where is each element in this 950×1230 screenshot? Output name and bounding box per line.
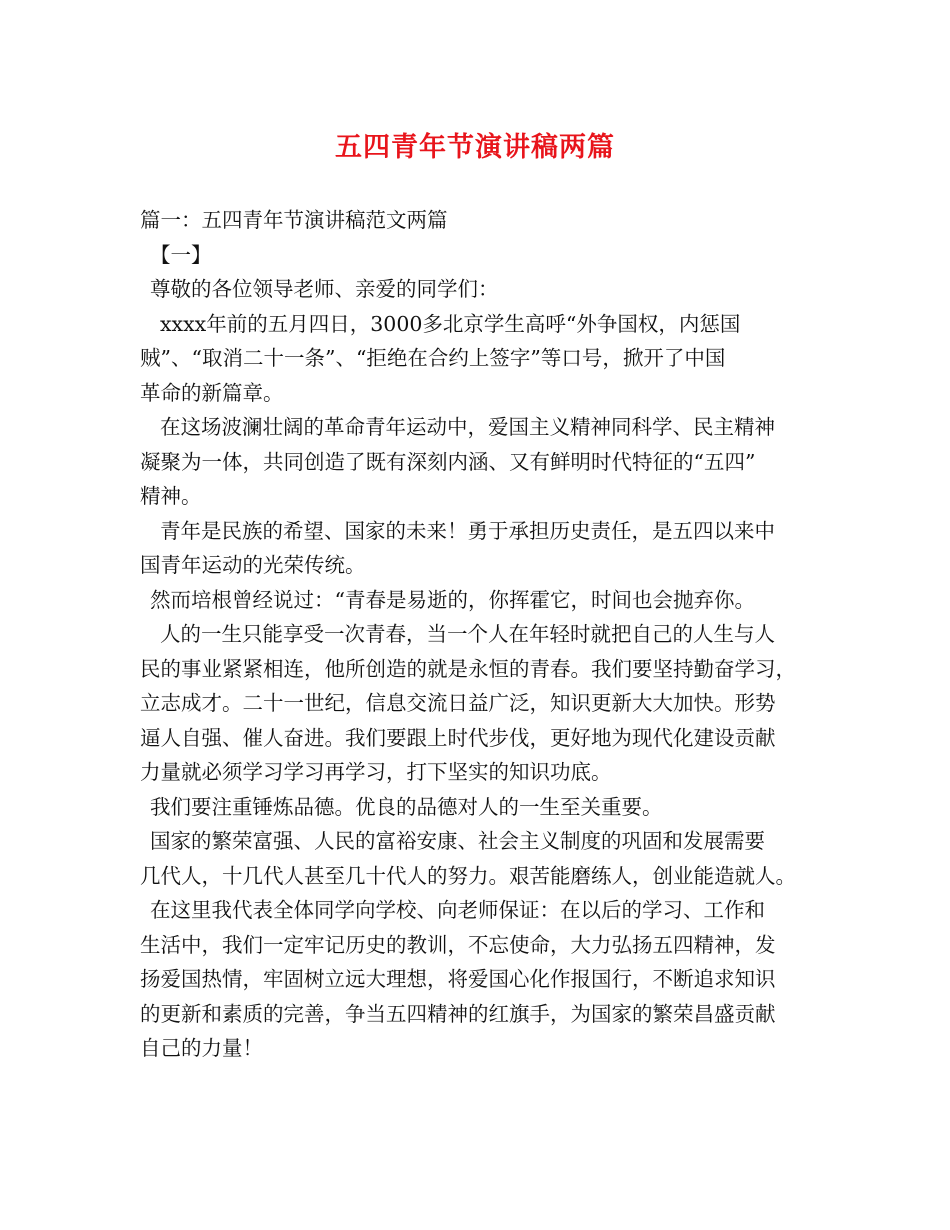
paragraph-line: 立志成才。二十一世纪，信息交流日益广泛，知识更新大大加快。形势 — [140, 691, 776, 715]
paragraph-line: 青年是民族的希望、国家的未来！勇于承担历史责任，是五四以来中 — [160, 518, 775, 543]
paragraph-line: 民的事业紧紧相连，他所创造的就是永恒的青春。我们要坚持勤奋学习， — [140, 656, 796, 681]
paragraph-line: 扬爱国热情，牢固树立远大理想，将爱国心化作报国行，不断追求知识 — [140, 967, 776, 991]
paragraph-line: 凝聚为一体，共同创造了既有深刻内涵、又有鲜明时代特征的“五四” — [140, 449, 756, 474]
paragraph-line: 在这里我代表全体同学向学校、向老师保证：在以后的学习、工作和 — [150, 898, 765, 922]
paragraph-line: 精神。 — [140, 484, 202, 508]
section-heading: 篇一：五四青年节演讲稿范文两篇 — [140, 208, 448, 232]
paragraph-line: 国青年运动的光荣传统。 — [140, 553, 366, 577]
subsection-marker: 【一】 — [150, 242, 212, 267]
paragraph-line: 力量就必须学习学习再学习，打下坚实的知识功底。 — [140, 760, 612, 784]
paragraph-line: 逼人自强、催人奋进。我们要跟上时代步伐，更好地为现代化建设贡献 — [140, 725, 776, 750]
paragraph-line: 生活中，我们一定牢记历史的教训，不忘使命，大力弘扬五四精神，发 — [140, 932, 776, 957]
page-title: 五四青年节演讲稿两篇 — [335, 132, 615, 163]
salutation: 尊敬的各位领导老师、亲爱的同学们： — [150, 277, 499, 301]
body-text — [140, 203, 830, 1066]
paragraph-line: 几代人，十几代人甚至几十代人的努力。艰苦能磨练人，创业能造就人。 — [140, 863, 796, 888]
paragraph-line: 然而培根曾经说过：“青春是易逝的，你挥霍它，时间也会抛弃你。 — [150, 587, 755, 612]
paragraph-line: 自己的力量！ — [140, 1036, 263, 1060]
paragraph-line: 革命的新篇章。 — [140, 380, 284, 405]
paragraph-line: 的更新和素质的完善，争当五四精神的红旗手，为国家的繁荣昌盛贡献 — [140, 1001, 776, 1026]
paragraph-line: 国家的繁荣富强、人民的富裕安康、社会主义制度的巩固和发展需要 — [150, 829, 765, 853]
paragraph-line: 贼”、“取消二十一条”、“拒绝在合约上签字”等口号，掀开了中国 — [140, 346, 726, 370]
paragraph-line: xxxx年前的五月四日，3000多北京学生高呼“外争国权，内惩国 — [160, 311, 741, 336]
paragraph-line: 我们要注重锤炼品德。优良的品德对人的一生至关重要。 — [150, 794, 663, 819]
paragraph-line: 在这场波澜壮阔的革命青年运动中，爱国主义精神同科学、民主精神 — [160, 415, 775, 439]
paragraph-line: 人的一生只能享受一次青春，当一个人在年轻时就把自己的人生与人 — [160, 622, 775, 646]
